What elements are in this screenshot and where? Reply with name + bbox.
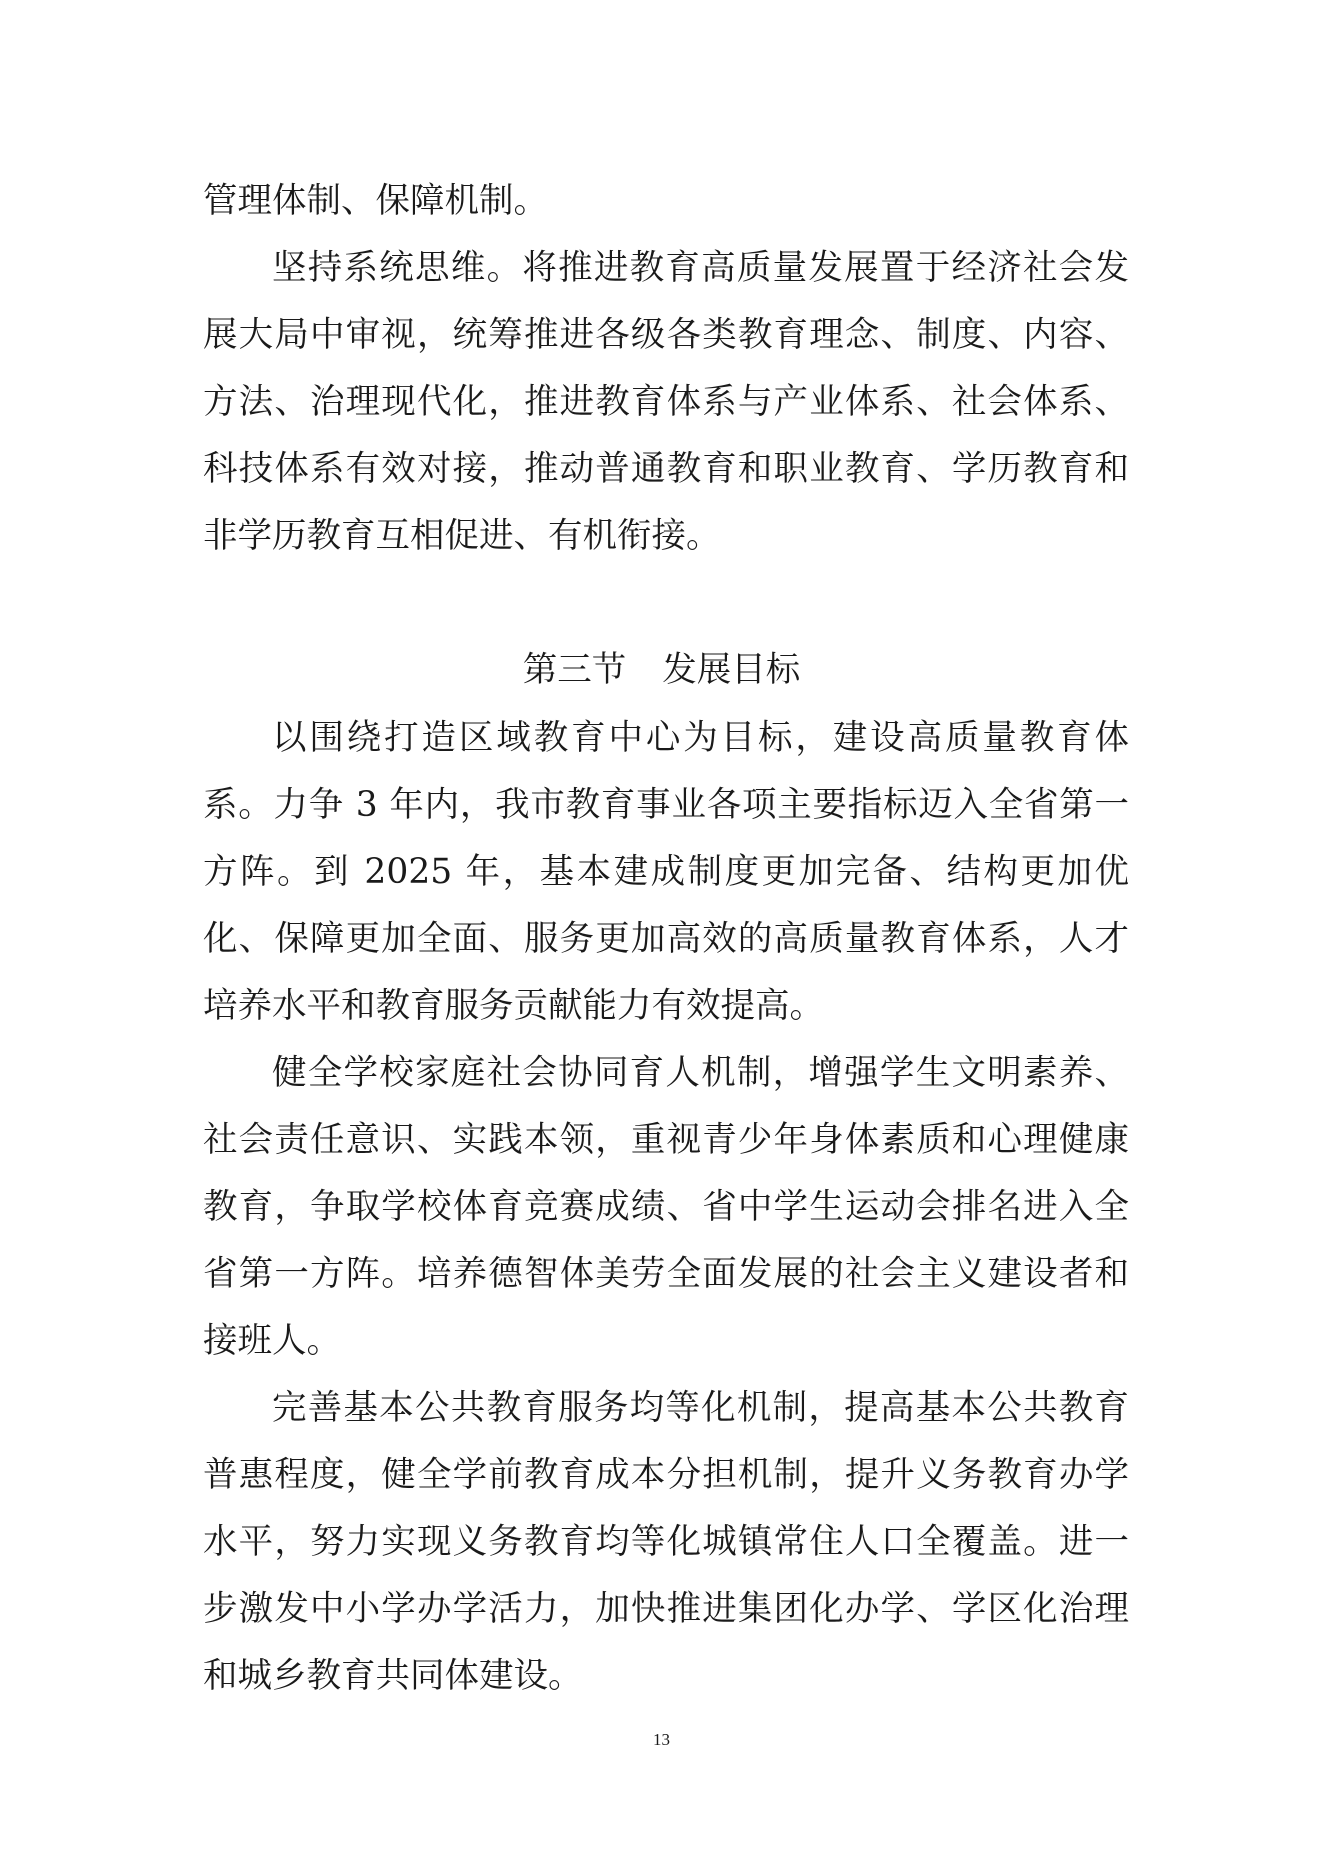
section-heading [0,637,1323,704]
paragraph-collaborative-education: 健全学校家庭社会协同育人机制，增强学生文明素养、社会责任意识、实践本领，重视青少年身体素质和心理健康教育，争取学校体育竞赛成绩、省中学生运动会排名进入全省第一方阵。培养德智体美劳全面发展的社会主义建设者和接班人。 [203,1053,1129,1361]
paragraph-systems-thinking: 坚持系统思维。将推进教育高质量发展置于经济社会发展大局中审视，统筹推进各级各类教育理念、制度、内容、方法、治理现代化，推进教育体系与产业体系、社会体系、科技体系有效对接，推动普通教育和职业教育、学历教育和非学历教育互相促进、有机衔接。 [203,248,1129,556]
body-text-bottom [203,705,1129,1710]
section-title: 发展目标 [662,650,801,690]
paragraph-goal-overview: 以围绕打造区域教育中心为目标，建设高质量教育体系。力争 3 年内，我市教育事业各项主要指标迈入全省第一方阵。到 2025 年，基本建成制度更加完备、结构更加优化、保障更加全面、服务更加高效的高质量教育体系，人才培养水平和教育服务贡献能力有效提高。 [203,718,1129,1026]
body-text-top [203,168,1129,570]
paragraph-continuation: 管理体制、保障机制。 [203,181,548,221]
section-number: 第三节 [522,650,627,690]
paragraph-public-education-equalization: 完善基本公共教育服务均等化机制，提高基本公共教育普惠程度，健全学前教育成本分担机制，提升义务教育办学水平，努力实现义务教育均等化城镇常住人口全覆盖。进一步激发中小学办学活力，加快推进集团化办学、学区化治理和城乡教育共同体建设。 [203,1388,1129,1696]
page-number: 13 [653,1730,670,1749]
